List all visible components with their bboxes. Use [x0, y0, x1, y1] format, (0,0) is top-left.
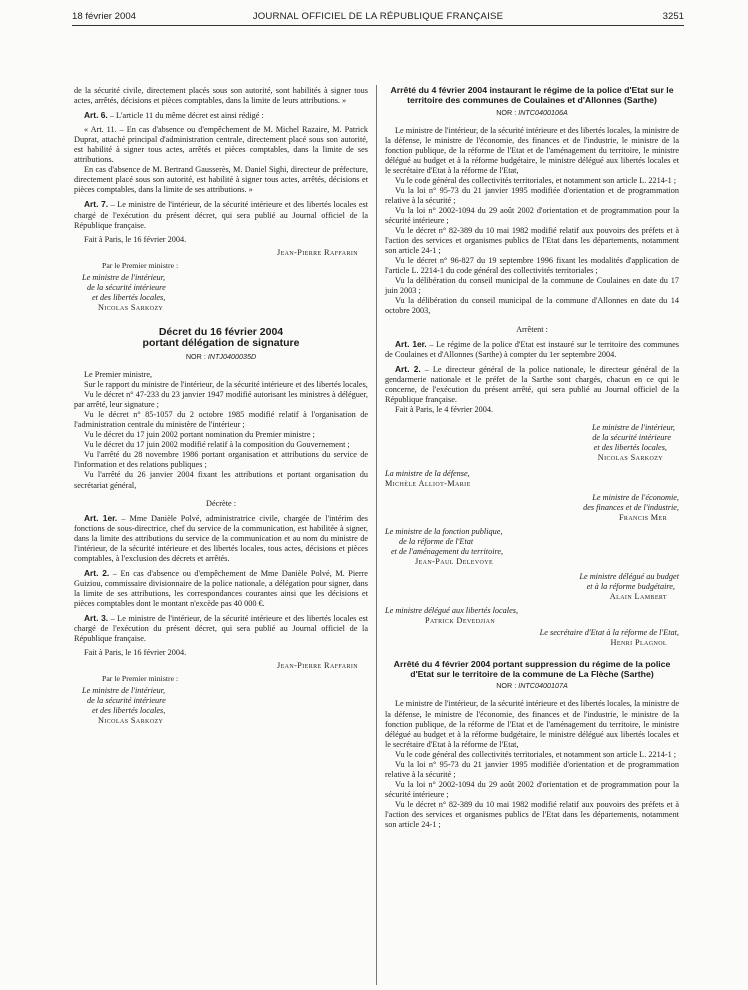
signatory-name: Jean-Pierre Raffarin — [276, 661, 358, 671]
par-le-premier-ministre: Par le Premier ministre : — [102, 260, 179, 270]
right-column — [385, 86, 679, 830]
signature-block — [74, 661, 368, 726]
article-label: Art. 7. — [84, 199, 109, 210]
signature-block — [74, 248, 368, 313]
signatory-title: et des libertés locales, — [593, 443, 667, 452]
decret-article-3: Art. 3. – Le ministre de l'intérieur, de la sécurité intérieure et des libertés locales est chargé de l'exécution du présent décret, qui sera publié au Journal officiel de la République française. — [74, 613, 368, 644]
fait-line: Fait à Paris, le 4 février 2004. — [395, 404, 494, 414]
visa: Vu la loi n° 95-73 du 21 janvier 1995 modifiée d'orientation et de programmation relative à la sécurité ; — [385, 185, 679, 205]
decrete-heading: Décrète : — [206, 498, 236, 508]
signatures — [385, 423, 679, 648]
issue-date: 18 février 2004 — [72, 11, 136, 22]
column-divider — [376, 85, 377, 985]
article-7 — [74, 199, 368, 230]
visa: Vu le code général des collectivités territoriales, et notamment son article L. 2214-1 ; — [395, 749, 677, 759]
nor-reference: NOR : INTC0400106A — [496, 107, 568, 117]
visa: Le Premier ministre, — [84, 369, 153, 379]
decret-article-2: Art. 2. – En cas d'absence ou d'empêchement de Mme Danièle Polvé, M. Pierre Guiziou, commissaire divisionnaire de la police nationale, a délégation pour signer, dans la limite de ses attributions, les correspondances courantes ainsi que les décisions et pièces comptables dont le montant n'excède pas 40 000 €. — [74, 567, 368, 608]
signatory-name: Nicolas Sarkozy — [98, 302, 164, 312]
signatory-name: Michèle Alliot-Marie — [385, 479, 471, 489]
signatory-title: des finances et de l'industrie, — [583, 503, 679, 513]
header-rule — [72, 25, 684, 26]
visa: Vu le décret n° 96-827 du 19 septembre 1996 fixant les modalités d'application de l'article L. 2214-1 du code général des collectivités territoriales ; — [385, 256, 679, 276]
signatory-title: de la sécurité intérieure — [87, 696, 166, 706]
arrete-1-title: Arrêté du 4 février 2004 instaurant le régime de la police d'Etat sur le territoire des communes de Coulaines et d'Allonnes (Sarthe) — [390, 85, 674, 105]
visa: Vu la loi n° 95-73 du 21 janvier 1995 modifiée d'orientation et de programmation relative à la sécurité ; — [385, 759, 679, 779]
signatory-name: Nicolas Sarkozy — [597, 453, 663, 463]
signatory-title: et des libertés locales, — [92, 292, 166, 302]
article-6 — [74, 110, 368, 121]
arrete-1-article-2: Art. 2. – Le directeur général de la police nationale, le directeur général de la gendarmerie nationale et le préfet de la Sarthe sont chargés, chacun en ce qui le concerne, de l'exécution du présent arrêté, qui sera publié au Journal officiel de la République française. — [385, 363, 679, 404]
journal-title: JOURNAL OFFICIEL DE LA RÉPUBLIQUE FRANÇAISE — [252, 11, 504, 22]
left-column — [74, 86, 368, 726]
visa: Vu le décret n° 47-233 du 23 janvier 1947 modifié autorisant les ministres à déléguer, par arrêté, leur signature ; — [74, 390, 368, 410]
visa: Vu la loi n° 2002-1094 du 29 août 2002 d'orientation et de programmation pour la sécurité intérieure ; — [385, 779, 679, 799]
visa: Sur le rapport du ministre de l'intérieur, de la sécurité intérieure et des libertés locales, — [84, 380, 368, 390]
signatory-title: Le ministre délégué au budget — [579, 571, 679, 581]
signatory-name: Jean-Pierre Raffarin — [276, 247, 358, 257]
decret-title: Décret du 16 février 2004 portant délégation de signature — [142, 325, 300, 350]
visa: Vu l'arrêté du 26 janvier 2004 fixant les attributions et portant organisation du secrétariat général, — [74, 470, 368, 490]
arrete-2-title: Arrêté du 4 février 2004 portant suppression du régime de la police d'Etat sur le territoire de la commune de La Flèche (Sarthe) — [393, 658, 671, 679]
fait-line: Fait à Paris, le 16 février 2004. — [84, 234, 187, 244]
signatory-name: Alain Lambert — [609, 591, 667, 601]
arrete-1-article-1: Art. 1er. – Le régime de la police d'Etat est instauré sur le territoire des communes de Coulaines et d'Allonnes (Sarthe) à compter du 1er septembre 2004. — [385, 338, 679, 359]
arretent-heading: Arrêtent : — [516, 324, 548, 334]
visa: Vu le décret du 17 juin 2002 modifié relatif à la composition du Gouvernement ; — [84, 440, 350, 450]
signatory-title: et à la réforme budgétaire, — [586, 581, 675, 591]
visa: Vu la délibération du conseil municipal de la commune de Coulaines en date du 17 juin 2003 ; — [385, 276, 679, 296]
visa: Vu le code général des collectivités territoriales, et notamment son article L. 2214-1 ; — [395, 175, 677, 185]
signatory-title: et de l'aménagement du territoire, — [391, 547, 504, 557]
visa: Vu le décret n° 82-389 du 10 mai 1982 modifié relatif aux pouvoirs des préfets et à l'action des services et organismes publics de l'Etat dans les départements, notamment son article 24-1 ; — [385, 226, 679, 256]
signatory-title: de la réforme de l'Etat — [399, 537, 474, 547]
signatory-title: Le secrétaire d'Etat à la réforme de l'Etat, — [539, 627, 679, 637]
paragraph: de la sécurité civile, directement placés sous son autorité, sont habilités à signer tous actes, arrêtés, décisions et pièces comptables, dans la limite de leurs attributions. » — [74, 86, 368, 106]
paragraph: En cas d'absence de M. Bertrand Gausserès, M. Daniel Sighi, directeur de préfecture, directement placé sous son autorité, est habilité à signer tous actes, arrêtés, décisions et pièces comptables, dans la limite de ses attributions. » — [74, 165, 368, 195]
signatory-title: de la sécurité intérieure — [87, 282, 166, 292]
signatory-title: Le ministre de l'intérieur, — [82, 272, 166, 282]
visa: Vu le décret n° 85-1057 du 2 octobre 1985 modifié relatif à l'organisation de l'administration centrale du ministère de l'intérieur ; — [74, 410, 368, 430]
signatory-name: Henri Plagnol — [610, 637, 667, 647]
article-label: Art. 6. — [84, 110, 108, 121]
visa: Le ministre de l'intérieur, de la sécurité intérieure et des libertés locales, la ministre de la défense, le ministre de l'économie, des finances et de l'industrie, le ministre de la fonction publique, de la réforme de l'Etat et de l'aménagement du territoire, le ministre délégué au budget et à la réforme budgétaire, le ministre délégué aux libertés locales et le secrétaire d'Etat à la réforme de l'Etat, — [385, 699, 679, 749]
article-text: – Le ministre de l'intérieur, de la sécurité intérieure et des libertés locales est chargé de l'exécution du présent décret, qui sera publié au Journal officiel de la République française. — [74, 200, 368, 230]
page-number: 3251 — [662, 11, 684, 22]
signatory-title: et des libertés locales, — [92, 706, 166, 716]
signatory-name: Nicolas Sarkozy — [98, 716, 164, 726]
signatory-title: Le ministre de l'intérieur, — [591, 422, 675, 432]
visa: Vu l'arrêté du 28 novembre 1986 portant organisation et attributions du service de l'information et des relations publiques ; — [74, 450, 368, 470]
nor-reference: NOR : INTC0400107A — [496, 681, 568, 691]
signatory-title: Le ministre de l'intérieur, — [82, 686, 166, 696]
nor-reference: NOR : INTJ0400035D — [185, 351, 257, 361]
article-text: – L'article 11 du même décret est ainsi rédigé : — [107, 111, 264, 121]
signatory-title: Le ministre délégué aux libertés locales, — [385, 605, 519, 615]
paragraph: « Art. 11. – En cas d'absence ou d'empêchement de M. Michel Razaire, M. Patrick Duprat, attaché principal d'administration centrale, directement placé sous son autorité, est habilité à signer tous actes, arrêtés et pièces comptables, dans la limite de ses attributions. — [74, 125, 368, 165]
signatory-name: Jean-Paul Delevoye — [415, 557, 494, 567]
signatory-name: Francis Mer — [618, 513, 667, 523]
page-header — [72, 10, 684, 24]
visa: Vu la délibération du conseil municipal de la commune d'Allonnes en date du 14 octobre 2003, — [385, 296, 679, 316]
signatory-name: Patrick Devedjian — [425, 615, 496, 625]
visa: Le ministre de l'intérieur, de la sécurité intérieure et des libertés locales, la ministre de la défense, le ministre de l'économie, des finances et de l'industrie, le ministre de la fonction publique, de la réforme de l'Etat et de l'aménagement du territoire, le ministre délégué au budget et à la réforme budgétaire, le ministre délégué aux libertés locales et le secrétaire d'Etat à la réforme de l'Etat, — [385, 125, 679, 175]
visa: Vu le décret n° 82-389 du 10 mai 1982 modifié relatif aux pouvoirs des préfets et à l'action des services et organismes publics de l'Etat dans les départements, notamment son article 24-1 ; — [385, 799, 679, 830]
visa: Vu le décret du 17 juin 2002 portant nomination du Premier ministre ; — [84, 430, 315, 440]
decret-article-1: Art. 1er. – Mme Danièle Polvé, administratrice civile, chargée de l'intérim des fonctions de sous-directrice, chef du service de la communication, est habilitée à signer, dans la limite des attributions du service de la communication et au nom du ministre de l'intérieur, de la sécurité intérieure et des libertés locales, tous actes, décisions et pièces comptables, à l'exclusion des décrets et arrêtés. — [74, 512, 368, 563]
fait-line: Fait à Paris, le 16 février 2004. — [84, 648, 187, 658]
par-le-premier-ministre: Par le Premier ministre : — [102, 674, 179, 684]
signatory-title: La ministre de la défense, — [385, 469, 470, 479]
signatory-title: Le ministre de la fonction publique, — [385, 527, 503, 537]
signatory-title: Le ministre de l'économie, — [592, 493, 679, 503]
visa: Vu la loi n° 2002-1094 du 29 août 2002 d'orientation et de programmation pour la sécurité intérieure ; — [385, 206, 679, 226]
signatory-title: de la sécurité intérieure — [592, 432, 671, 442]
